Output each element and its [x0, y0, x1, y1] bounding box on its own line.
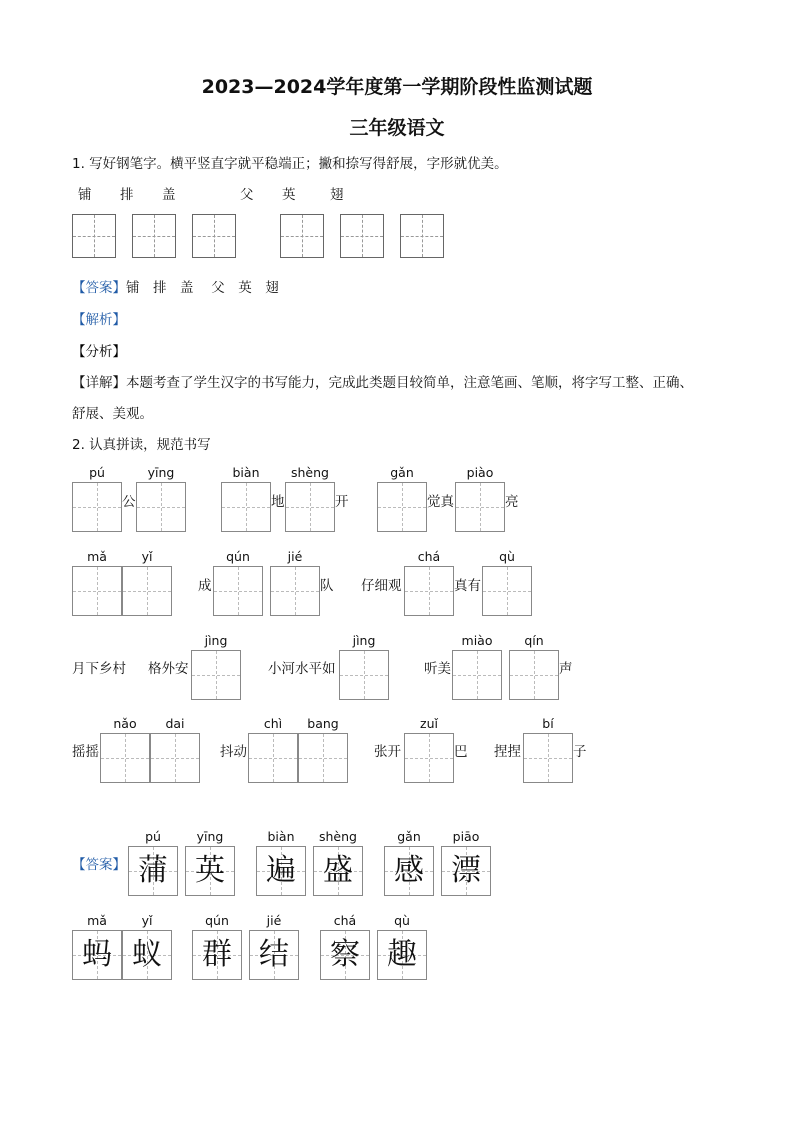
answer-char: 趣 [387, 937, 417, 972]
pinyin: nǎo [113, 716, 137, 731]
writing-cell[interactable] [280, 214, 324, 258]
writing-cell[interactable] [377, 482, 427, 532]
writing-cell[interactable] [213, 566, 263, 616]
context-text: 格外安 [148, 661, 189, 677]
writing-cell[interactable] [192, 214, 236, 258]
answer-char: 盛 [323, 853, 353, 888]
writing-cell[interactable] [248, 733, 298, 783]
answer-char: 群 [202, 937, 232, 972]
pinyin: piào [466, 465, 494, 480]
q1-char: 父 [240, 187, 254, 203]
writing-cell[interactable] [339, 650, 389, 700]
q1-char: 盖 [162, 187, 176, 203]
writing-cell[interactable] [455, 482, 505, 532]
context-text: 巴 [454, 744, 468, 760]
pinyin: mǎ [87, 913, 107, 928]
writing-cell[interactable] [285, 482, 335, 532]
writing-cell[interactable] [72, 482, 122, 532]
pinyin: qù [394, 913, 410, 928]
xiangjie-text: 本题考查了学生汉字的书写能力，完成此类题目较简单，注意笔画、笔顺，将字写工整、正确、 [126, 375, 693, 391]
pinyin: zuǐ [420, 716, 438, 731]
pinyin: gǎn [397, 829, 421, 844]
writing-cell[interactable] [452, 650, 502, 700]
pinyin: bí [542, 716, 554, 731]
q1-char: 英 [282, 187, 296, 203]
context-text: 捏捏 [494, 744, 521, 760]
context-text: 真有 [454, 578, 481, 594]
writing-cell[interactable] [221, 482, 271, 532]
context-text: 摇摇 [72, 744, 99, 760]
writing-cell[interactable] [482, 566, 532, 616]
pinyin: pú [145, 829, 161, 844]
writing-cell[interactable] [132, 214, 176, 258]
answer-char: 察 [330, 937, 360, 972]
answer-char: 蚂 [82, 937, 112, 972]
pinyin: shèng [319, 829, 357, 844]
context-text: 子 [573, 744, 587, 760]
jiexi-tag: 【解析】 [72, 312, 126, 328]
writing-cell[interactable] [100, 733, 150, 783]
writing-cell[interactable] [523, 733, 573, 783]
answer-char: 蒲 [138, 853, 168, 888]
answer-char: 遍 [266, 853, 296, 888]
writing-cell[interactable] [509, 650, 559, 700]
pinyin: gǎn [390, 465, 414, 480]
answer-char: 漂 [451, 853, 481, 888]
context-text: 听美 [424, 661, 451, 677]
context-text: 成 [198, 578, 212, 594]
pinyin: yǐ [141, 913, 153, 928]
xiangjie-tag: 【详解】 [72, 375, 126, 391]
xiangjie-line-2: 舒展、美观。 [72, 406, 153, 422]
writing-cell[interactable] [150, 733, 200, 783]
answer-char: 英 [195, 853, 225, 888]
pinyin: jìng [204, 633, 228, 648]
answer-char: 蚁 [132, 937, 162, 972]
pinyin: qún [205, 913, 229, 928]
pinyin: yīng [147, 465, 175, 480]
answer-text: 铺 排 盖 父 英 翅 [126, 280, 279, 296]
pinyin: dai [165, 716, 185, 731]
q1-answer [72, 276, 279, 296]
page-subtitle: 三年级语文 [349, 117, 445, 139]
pinyin: jìng [352, 633, 376, 648]
pinyin: yīng [196, 829, 224, 844]
writing-cell[interactable] [72, 566, 122, 616]
context-text: 小河水平如 [268, 661, 336, 677]
pinyin: piāo [452, 829, 480, 844]
pinyin: qín [524, 633, 544, 648]
writing-cell[interactable] [270, 566, 320, 616]
writing-cell[interactable] [72, 214, 116, 258]
pinyin: yǐ [141, 549, 153, 564]
answer-char: 感 [394, 853, 424, 888]
pinyin: chá [417, 549, 441, 564]
context-text: 亮 [505, 494, 519, 510]
writing-cell[interactable] [122, 566, 172, 616]
context-text: 抖动 [220, 744, 247, 760]
context-text: 觉真 [427, 494, 454, 510]
pinyin: pú [89, 465, 105, 480]
context-text: 张开 [374, 744, 401, 760]
context-text: 开 [335, 494, 349, 510]
pinyin: miào [461, 633, 493, 648]
answer-tag: 【答案】 [72, 280, 126, 296]
pinyin: mǎ [87, 549, 107, 564]
context-text: 公 [122, 494, 136, 510]
pinyin: qún [226, 549, 250, 564]
q1-char: 铺 [78, 187, 92, 203]
writing-cell[interactable] [136, 482, 186, 532]
pinyin: qù [499, 549, 515, 564]
pinyin: biàn [267, 829, 295, 844]
writing-cell[interactable] [298, 733, 348, 783]
pinyin: chá [333, 913, 357, 928]
fenxi-tag: 【分析】 [72, 344, 126, 360]
writing-cell[interactable] [400, 214, 444, 258]
context-text: 仔细观 [361, 578, 402, 594]
page-title: 2023—2024学年度第一学期阶段性监测试题 [201, 76, 593, 98]
q1-char: 翅 [330, 187, 344, 203]
pinyin: biàn [232, 465, 260, 480]
context-text: 地 [271, 494, 285, 510]
answer-char: 结 [259, 937, 289, 972]
writing-cell[interactable] [404, 733, 454, 783]
q1-char: 排 [120, 187, 134, 203]
pinyin: chì [263, 716, 283, 731]
answer-tag: 【答案】 [72, 857, 126, 873]
context-text: 月下乡村 [72, 661, 126, 677]
writing-cell[interactable] [340, 214, 384, 258]
xiangjie-line-1 [72, 371, 693, 391]
pinyin: shèng [291, 465, 329, 480]
writing-cell[interactable] [404, 566, 454, 616]
q1-prompt: 1. 写好钢笔字。横平竖直字就平稳端正；撇和捺写得舒展，字形就优美。 [72, 156, 508, 172]
q2-prompt: 2. 认真拼读，规范书写 [72, 437, 211, 453]
context-text: 队 [320, 578, 334, 594]
pinyin: jié [287, 549, 303, 564]
pinyin: bang [307, 716, 339, 731]
pinyin: jié [266, 913, 282, 928]
writing-cell[interactable] [191, 650, 241, 700]
context-text: 声 [559, 661, 573, 677]
